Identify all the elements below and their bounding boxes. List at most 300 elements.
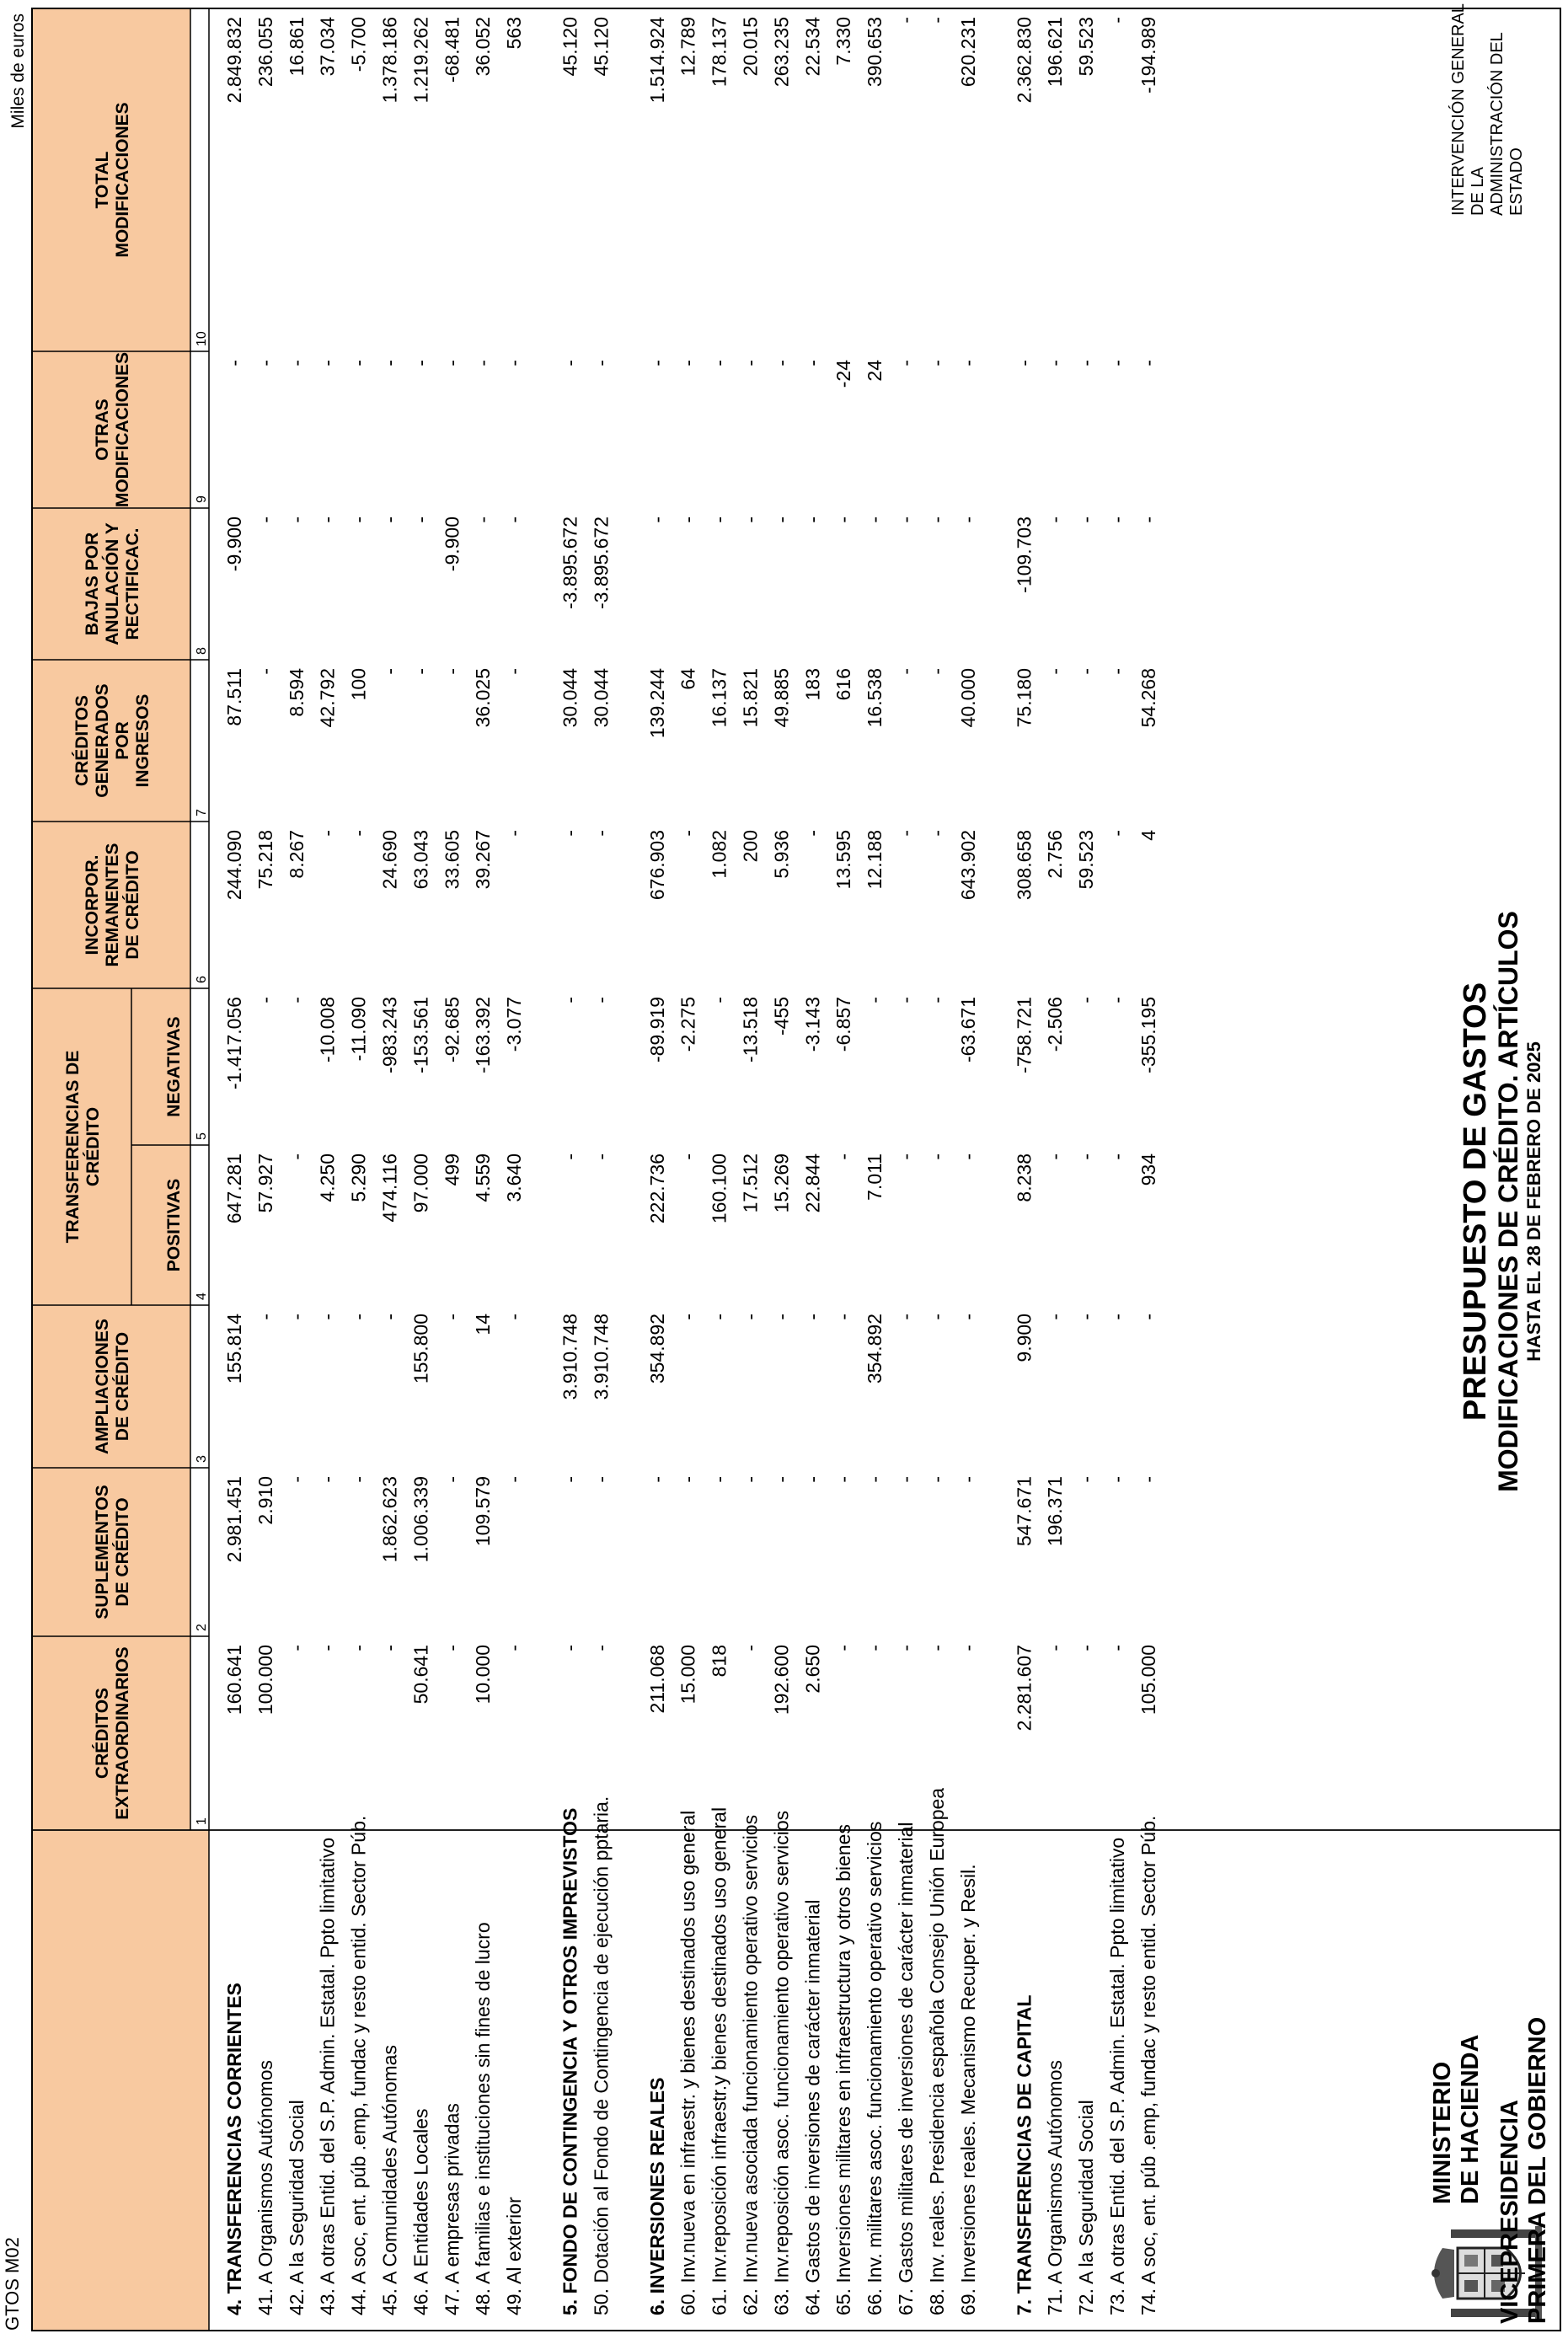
cell-value: - bbox=[925, 1476, 948, 1483]
cell-value: 2.281.607 bbox=[1013, 1645, 1036, 1732]
cell-value: -153.561 bbox=[409, 997, 432, 1073]
cell-value: 2.910 bbox=[254, 1476, 276, 1525]
cell-value: 20.015 bbox=[739, 17, 762, 77]
column-number-10: 10 bbox=[195, 331, 209, 346]
cell-value: - bbox=[316, 1314, 339, 1320]
cell-value: 308.658 bbox=[1013, 830, 1036, 901]
cell-value: - bbox=[1044, 1645, 1067, 1651]
cell-value: - bbox=[895, 517, 918, 523]
cell-value: - bbox=[1137, 517, 1159, 523]
cell-value: 8.594 bbox=[285, 668, 308, 717]
column-number-6: 6 bbox=[195, 976, 209, 983]
cell-value: - bbox=[409, 517, 432, 523]
cell-value: - bbox=[925, 360, 948, 367]
cell-value: - bbox=[956, 517, 979, 523]
cell-value: -89.919 bbox=[645, 997, 668, 1063]
row-label: 49. Al exterior bbox=[503, 2197, 526, 2315]
cell-value: 15.269 bbox=[770, 1153, 793, 1213]
cell-value: -3.895.672 bbox=[559, 517, 581, 609]
cell-value: - bbox=[925, 668, 948, 675]
cell-value: -194.989 bbox=[1137, 17, 1159, 94]
cell-value: - bbox=[347, 1314, 370, 1320]
cell-value: - bbox=[677, 830, 699, 837]
cell-value: -9.900 bbox=[441, 517, 463, 572]
cell-value: - bbox=[223, 360, 245, 367]
cell-value: 109.579 bbox=[472, 1476, 495, 1547]
cell-value: -455 bbox=[770, 997, 793, 1036]
row-label: 42. A la Seguridad Social bbox=[285, 2100, 308, 2315]
cell-value: 30.044 bbox=[559, 668, 581, 728]
cell-value: -3.143 bbox=[801, 997, 824, 1052]
row-label: 63. Inv.reposición asoc. funcionamiento operativo servicios bbox=[770, 1810, 793, 2315]
row-label: 66. Inv. militares asoc. funcionamiento operativo servicios bbox=[864, 1821, 886, 2315]
cell-value: 563 bbox=[503, 17, 526, 50]
cell-value: 22.534 bbox=[801, 17, 824, 77]
cell-value: - bbox=[677, 517, 699, 523]
cell-value: - bbox=[895, 1476, 918, 1483]
cell-value: 16.861 bbox=[285, 17, 308, 77]
cell-value: 14 bbox=[472, 1314, 495, 1335]
cell-value: - bbox=[864, 1645, 886, 1651]
cell-value: 4 bbox=[1137, 830, 1159, 841]
row-label: 62. Inv.nueva asociada funcionamiento operativo servicios bbox=[739, 1814, 762, 2315]
cell-value: -68.481 bbox=[441, 17, 463, 83]
cell-value: - bbox=[677, 360, 699, 367]
cell-value: 16.137 bbox=[708, 668, 730, 728]
row-label: 72. A la Seguridad Social bbox=[1075, 2100, 1098, 2315]
cell-value: - bbox=[832, 1476, 855, 1483]
cell-value: - bbox=[677, 1153, 699, 1160]
cell-value: - bbox=[708, 1314, 730, 1320]
cell-value: - bbox=[925, 517, 948, 523]
cell-value: - bbox=[956, 360, 979, 367]
cell-value: -11.090 bbox=[347, 997, 370, 1062]
cell-value: - bbox=[590, 1645, 613, 1651]
cell-value: - bbox=[441, 668, 463, 675]
cell-value: 64 bbox=[677, 668, 699, 690]
cell-value: - bbox=[832, 1645, 855, 1651]
cell-value: - bbox=[472, 517, 495, 523]
cell-value: - bbox=[1105, 1476, 1128, 1483]
cell-value: - bbox=[503, 1314, 526, 1320]
cell-value: 54.268 bbox=[1137, 668, 1159, 728]
cell-value: - bbox=[590, 997, 613, 1004]
row-label: 68. Inv. reales. Presidencia española Consejo Unión Europea bbox=[925, 1787, 948, 2315]
cell-value: 15.000 bbox=[677, 1645, 699, 1705]
cell-value: - bbox=[739, 517, 762, 523]
cell-value: 57.927 bbox=[254, 1153, 276, 1213]
cell-value: 39.267 bbox=[472, 830, 495, 890]
row-label: 41. A Organismos Autónomos bbox=[254, 2059, 276, 2315]
cell-value: -2.275 bbox=[677, 997, 699, 1052]
cell-value: -6.857 bbox=[832, 997, 855, 1052]
cell-value: - bbox=[1013, 360, 1036, 367]
cell-value: - bbox=[770, 1476, 793, 1483]
column-number-9: 9 bbox=[195, 495, 209, 503]
cell-value: - bbox=[559, 360, 581, 367]
cell-value: 100 bbox=[347, 668, 370, 701]
cell-value: - bbox=[677, 1476, 699, 1483]
cell-value: - bbox=[739, 1476, 762, 1483]
column-number-2: 2 bbox=[195, 1624, 209, 1631]
cell-value: - bbox=[1105, 1645, 1128, 1651]
cell-value: - bbox=[645, 1476, 668, 1483]
cell-value: - bbox=[1075, 1645, 1098, 1651]
cell-value: 676.903 bbox=[645, 830, 668, 901]
column-header-c3: AMPLIACIONESDE CRÉDITO bbox=[93, 1318, 132, 1455]
column-header-c2: SUPLEMENTOSDE CRÉDITO bbox=[93, 1485, 132, 1619]
cell-value: - bbox=[1105, 17, 1128, 24]
cell-value: -1.417.056 bbox=[223, 997, 245, 1089]
cell-value: - bbox=[925, 997, 948, 1004]
column-header-positivas: POSITIVAS bbox=[164, 1178, 184, 1272]
cell-value: - bbox=[590, 360, 613, 367]
column-header-c6: INCORPOR.REMANENTESDE CRÉDITO bbox=[83, 843, 142, 967]
cell-value: -163.392 bbox=[472, 997, 495, 1073]
cell-value: -355.195 bbox=[1137, 997, 1159, 1073]
cell-value: 2.849.832 bbox=[223, 17, 245, 104]
cell-value: - bbox=[472, 360, 495, 367]
cell-value: - bbox=[1137, 360, 1159, 367]
cell-value: - bbox=[559, 1153, 581, 1160]
cell-value: - bbox=[378, 517, 401, 523]
cell-value: 354.892 bbox=[645, 1314, 668, 1384]
cell-value: 222.736 bbox=[645, 1153, 668, 1224]
cell-value: - bbox=[409, 360, 432, 367]
row-label: 65. Inversiones militares en infraestructura y otros bienes bbox=[832, 1824, 855, 2315]
cell-value: 50.641 bbox=[409, 1645, 432, 1705]
cell-value: - bbox=[895, 1153, 918, 1160]
cell-value: 63.043 bbox=[409, 830, 432, 890]
cell-value: 263.235 bbox=[770, 17, 793, 88]
cell-value: - bbox=[708, 997, 730, 1004]
cell-value: - bbox=[347, 517, 370, 523]
cell-value: 87.511 bbox=[223, 668, 245, 726]
cell-value: 196.371 bbox=[1044, 1476, 1067, 1547]
column-header-c8: BAJAS PORANULACIÓN YRECTIFICAC. bbox=[83, 522, 142, 645]
cell-value: - bbox=[1075, 1153, 1098, 1160]
cell-value: - bbox=[1044, 1153, 1067, 1160]
cell-value: - bbox=[677, 1314, 699, 1320]
cell-value: - bbox=[864, 1476, 886, 1483]
cell-value: 105.000 bbox=[1137, 1645, 1159, 1715]
cell-value: 24.690 bbox=[378, 830, 401, 890]
ministerio-label: MINISTERIO DE HACIENDA bbox=[1429, 2034, 1484, 2204]
cell-value: -5.700 bbox=[347, 17, 370, 72]
cell-value: - bbox=[503, 517, 526, 523]
cell-value: - bbox=[925, 1314, 948, 1320]
cell-value: - bbox=[441, 1476, 463, 1483]
cell-value: - bbox=[1105, 668, 1128, 675]
cell-value: 934 bbox=[1137, 1153, 1159, 1186]
cell-value: - bbox=[801, 1476, 824, 1483]
column-number-row bbox=[190, 8, 209, 1830]
cell-value: - bbox=[708, 517, 730, 523]
row-label: 61. Inv.reposición infraestr.y bienes destinados uso general bbox=[708, 1806, 730, 2315]
cell-value: 1.378.186 bbox=[378, 17, 401, 104]
cell-value: 2.362.830 bbox=[1013, 17, 1036, 104]
column-header-c9: OTRASMODIFICACIONES bbox=[93, 351, 132, 508]
cell-value: - bbox=[590, 1153, 613, 1160]
cell-value: - bbox=[285, 517, 308, 523]
cell-value: - bbox=[1137, 1476, 1159, 1483]
cell-value: - bbox=[801, 1314, 824, 1320]
cell-value: 390.653 bbox=[864, 17, 886, 88]
cell-value: - bbox=[739, 360, 762, 367]
cell-value: - bbox=[708, 360, 730, 367]
cell-value: 75.218 bbox=[254, 830, 276, 890]
table-frame bbox=[8, 8, 1560, 2331]
cell-value: - bbox=[770, 517, 793, 523]
cell-value: 178.137 bbox=[708, 17, 730, 88]
cell-value: - bbox=[1075, 517, 1098, 523]
cell-value: - bbox=[645, 360, 668, 367]
cell-value: 1.082 bbox=[708, 830, 730, 879]
cell-value: - bbox=[254, 517, 276, 523]
cell-value: - bbox=[956, 1314, 979, 1320]
cell-value: - bbox=[254, 668, 276, 675]
cell-value: - bbox=[1044, 1314, 1067, 1320]
cell-value: - bbox=[832, 517, 855, 523]
cell-value: -9.900 bbox=[223, 517, 245, 572]
cell-value: -10.008 bbox=[316, 997, 339, 1063]
cell-value: - bbox=[285, 360, 308, 367]
vicepresidencia-label: VICEPRESIDENCIA PRIMERA DEL GOBIERNO bbox=[1496, 2016, 1551, 2324]
cell-value: - bbox=[739, 1314, 762, 1320]
cell-value: - bbox=[895, 17, 918, 24]
cell-value: - bbox=[347, 830, 370, 837]
cell-value: 12.789 bbox=[677, 17, 699, 77]
cell-value: - bbox=[378, 1314, 401, 1320]
cell-value: 4.559 bbox=[472, 1153, 495, 1202]
cell-value: - bbox=[925, 1645, 948, 1651]
row-label: 74. A soc, ent. púb .emp, fundac y resto entid. Sector Púb. bbox=[1137, 1815, 1159, 2315]
cell-value: - bbox=[645, 517, 668, 523]
page-subtitle: MODIFICACIONES DE CRÉDITO. ARTÍCULOS bbox=[1493, 911, 1523, 1492]
cell-value: 160.641 bbox=[223, 1645, 245, 1715]
cell-value: - bbox=[832, 1153, 855, 1160]
cell-value: - bbox=[739, 1645, 762, 1651]
column-number-1: 1 bbox=[195, 1817, 209, 1825]
cell-value: 211.068 bbox=[645, 1645, 668, 1714]
column-header-c7: CRÉDITOSGENERADOSPORINGRESOS bbox=[72, 683, 153, 798]
cell-value: 16.538 bbox=[864, 668, 886, 728]
cell-value: - bbox=[285, 1153, 308, 1160]
page-title: PRESUPUESTO DE GASTOS bbox=[1458, 982, 1493, 1421]
cell-value: -2.506 bbox=[1044, 997, 1067, 1052]
cell-value: - bbox=[378, 360, 401, 367]
cell-value: 354.892 bbox=[864, 1314, 886, 1384]
cell-value: 244.090 bbox=[223, 830, 245, 901]
cell-value: - bbox=[1075, 997, 1098, 1004]
cell-value: - bbox=[503, 1645, 526, 1651]
column-header-negativas: NEGATIVAS bbox=[164, 1016, 184, 1117]
cell-value: 3.910.748 bbox=[559, 1314, 581, 1400]
cell-value: - bbox=[254, 1314, 276, 1320]
cell-value: - bbox=[1075, 668, 1098, 675]
cell-value: - bbox=[1075, 1476, 1098, 1483]
cell-value: - bbox=[1105, 517, 1128, 523]
cell-value: - bbox=[925, 830, 948, 837]
cell-value: - bbox=[441, 1645, 463, 1651]
cell-value: - bbox=[1044, 360, 1067, 367]
cell-value: - bbox=[770, 360, 793, 367]
cell-value: 1.514.924 bbox=[645, 17, 668, 104]
cell-value: - bbox=[1105, 830, 1128, 837]
cell-value: - bbox=[559, 997, 581, 1004]
cell-value: - bbox=[316, 1645, 339, 1651]
cell-value: - bbox=[1044, 668, 1067, 675]
cell-value: - bbox=[895, 668, 918, 675]
cell-value: - bbox=[316, 360, 339, 367]
cell-value: 42.792 bbox=[316, 668, 339, 728]
cell-value: - bbox=[590, 830, 613, 837]
cell-value: - bbox=[1105, 360, 1128, 367]
cell-value: - bbox=[1105, 1314, 1128, 1320]
cell-value: -63.671 bbox=[956, 997, 979, 1063]
cell-value: - bbox=[1105, 1153, 1128, 1160]
cell-value: 474.116 bbox=[378, 1153, 401, 1223]
cell-value: - bbox=[956, 1476, 979, 1483]
cell-value: -24 bbox=[832, 360, 855, 388]
row-label: 46. A Entidades Locales bbox=[409, 2108, 432, 2315]
cell-value: 59.523 bbox=[1075, 830, 1098, 890]
cell-value: - bbox=[347, 1645, 370, 1651]
cell-value: 620.231 bbox=[956, 17, 979, 88]
cell-value: 30.044 bbox=[590, 668, 613, 728]
cell-value: 17.512 bbox=[739, 1153, 762, 1213]
cell-value: - bbox=[254, 360, 276, 367]
cell-value: 155.814 bbox=[223, 1314, 245, 1384]
column-number-5: 5 bbox=[195, 1132, 209, 1140]
cell-value: 10.000 bbox=[472, 1645, 495, 1705]
column-number-7: 7 bbox=[195, 809, 209, 816]
row-label: 67. Gastos militares de inversiones de carácter inmaterial bbox=[895, 1822, 918, 2315]
cell-value: -3.077 bbox=[503, 997, 526, 1052]
cell-value: - bbox=[590, 1476, 613, 1483]
cell-value: 49.885 bbox=[770, 668, 793, 728]
cell-value: - bbox=[895, 997, 918, 1004]
cell-value: 616 bbox=[832, 668, 855, 701]
cell-value: - bbox=[254, 997, 276, 1004]
column-header-c1: CRÉDITOSEXTRAORDINARIOS bbox=[93, 1646, 132, 1820]
cell-value: - bbox=[409, 668, 432, 675]
row-label: 71. A Organismos Autónomos bbox=[1044, 2059, 1067, 2315]
cell-value: - bbox=[925, 17, 948, 24]
cell-value: - bbox=[708, 1476, 730, 1483]
cell-value: - bbox=[285, 1645, 308, 1651]
cell-value: - bbox=[1137, 1314, 1159, 1320]
cell-value: 75.180 bbox=[1013, 668, 1036, 728]
cell-value: - bbox=[316, 1476, 339, 1483]
cell-value: 12.188 bbox=[864, 830, 886, 890]
row-label: 48. A familias e instituciones sin fines de lucro bbox=[472, 1922, 495, 2315]
cell-value: 2.981.451 bbox=[223, 1476, 245, 1563]
cell-value: - bbox=[378, 1645, 401, 1651]
row-label: 60. Inv.nueva en infraestr. y bienes destinados uso general bbox=[677, 1810, 699, 2315]
row-label: 69. Inversiones reales. Mecanismo Recuper. y Resil. bbox=[956, 1864, 979, 2315]
row-label: 44. A soc, ent. púb .emp, fundac y resto entid. Sector Púb. bbox=[347, 1815, 370, 2315]
cell-value: -983.243 bbox=[378, 997, 401, 1073]
cell-value: -109.703 bbox=[1013, 517, 1036, 593]
cell-value: 37.034 bbox=[316, 17, 339, 77]
cell-value: 7.011 bbox=[864, 1153, 886, 1201]
cell-value: 45.120 bbox=[590, 17, 613, 77]
cell-value: 196.621 bbox=[1044, 17, 1067, 88]
footer-code: GTOS M02 bbox=[2, 2237, 23, 2331]
cell-value: 36.052 bbox=[472, 17, 495, 77]
cell-value: - bbox=[864, 517, 886, 523]
cell-value: 200 bbox=[739, 830, 762, 863]
page-date: HASTA EL 28 DE FEBRERO DE 2025 bbox=[1523, 1041, 1544, 1362]
cell-value: 59.523 bbox=[1075, 17, 1098, 77]
cell-value: 15.821 bbox=[739, 668, 762, 728]
cell-value: -758.721 bbox=[1013, 997, 1036, 1073]
cell-value: 643.902 bbox=[956, 830, 979, 901]
cell-value: 5.290 bbox=[347, 1153, 370, 1202]
units-label: Miles de euros bbox=[8, 13, 28, 129]
cell-value: - bbox=[956, 1153, 979, 1160]
cell-value: - bbox=[832, 1314, 855, 1320]
cell-value: 100.000 bbox=[254, 1645, 276, 1715]
cell-value: 45.120 bbox=[559, 17, 581, 77]
cell-value: 547.671 bbox=[1013, 1476, 1036, 1547]
cell-value: - bbox=[956, 1645, 979, 1651]
cell-value: 97.000 bbox=[409, 1153, 432, 1213]
cell-value: - bbox=[285, 1314, 308, 1320]
cell-value: 13.595 bbox=[832, 830, 855, 890]
cell-value: 4.250 bbox=[316, 1153, 339, 1202]
column-header-c10: TOTALMODIFICACIONES bbox=[93, 102, 132, 258]
cell-value: - bbox=[316, 517, 339, 523]
cell-value: - bbox=[770, 1314, 793, 1320]
cell-value: 1.219.262 bbox=[409, 17, 432, 104]
cell-value: - bbox=[925, 1153, 948, 1160]
cell-value: - bbox=[285, 1476, 308, 1483]
cell-value: 192.600 bbox=[770, 1645, 793, 1715]
cell-value: - bbox=[503, 1476, 526, 1483]
cell-value: - bbox=[895, 360, 918, 367]
igae-label: INTERVENCIÓN GENERAL DE LA ADMINISTRACIÓN DEL ESTADO bbox=[1449, 3, 1526, 216]
cell-value: 1.006.339 bbox=[409, 1476, 432, 1563]
cell-value: - bbox=[559, 830, 581, 837]
cell-value: - bbox=[378, 668, 401, 675]
cell-value: - bbox=[801, 517, 824, 523]
cell-value: -13.518 bbox=[739, 997, 762, 1063]
cell-value: 647.281 bbox=[223, 1153, 245, 1224]
cell-value: - bbox=[801, 360, 824, 367]
cell-value: 2.650 bbox=[801, 1645, 824, 1694]
cell-value: 5.936 bbox=[770, 830, 793, 879]
cell-value: - bbox=[895, 1645, 918, 1651]
column-number-4: 4 bbox=[195, 1293, 209, 1300]
cell-value: - bbox=[316, 830, 339, 837]
cell-value: 24 bbox=[864, 360, 886, 382]
cell-value: - bbox=[347, 1476, 370, 1483]
cell-value: - bbox=[441, 360, 463, 367]
cell-value: 7.330 bbox=[832, 17, 855, 66]
cell-value: 155.800 bbox=[409, 1314, 432, 1384]
cell-value: - bbox=[503, 360, 526, 367]
cell-value: -92.685 bbox=[441, 997, 463, 1063]
cell-value: -3.895.672 bbox=[590, 517, 613, 609]
cell-value: 22.844 bbox=[801, 1153, 824, 1213]
row-label: 64. Gastos de inversiones de carácter inmaterial bbox=[801, 1899, 824, 2315]
cell-value: 33.605 bbox=[441, 830, 463, 890]
cell-value: - bbox=[559, 1645, 581, 1651]
column-header-transferencias: TRANSFERENCIAS DECRÉDITO bbox=[63, 1050, 103, 1244]
column-number-3: 3 bbox=[195, 1455, 209, 1463]
